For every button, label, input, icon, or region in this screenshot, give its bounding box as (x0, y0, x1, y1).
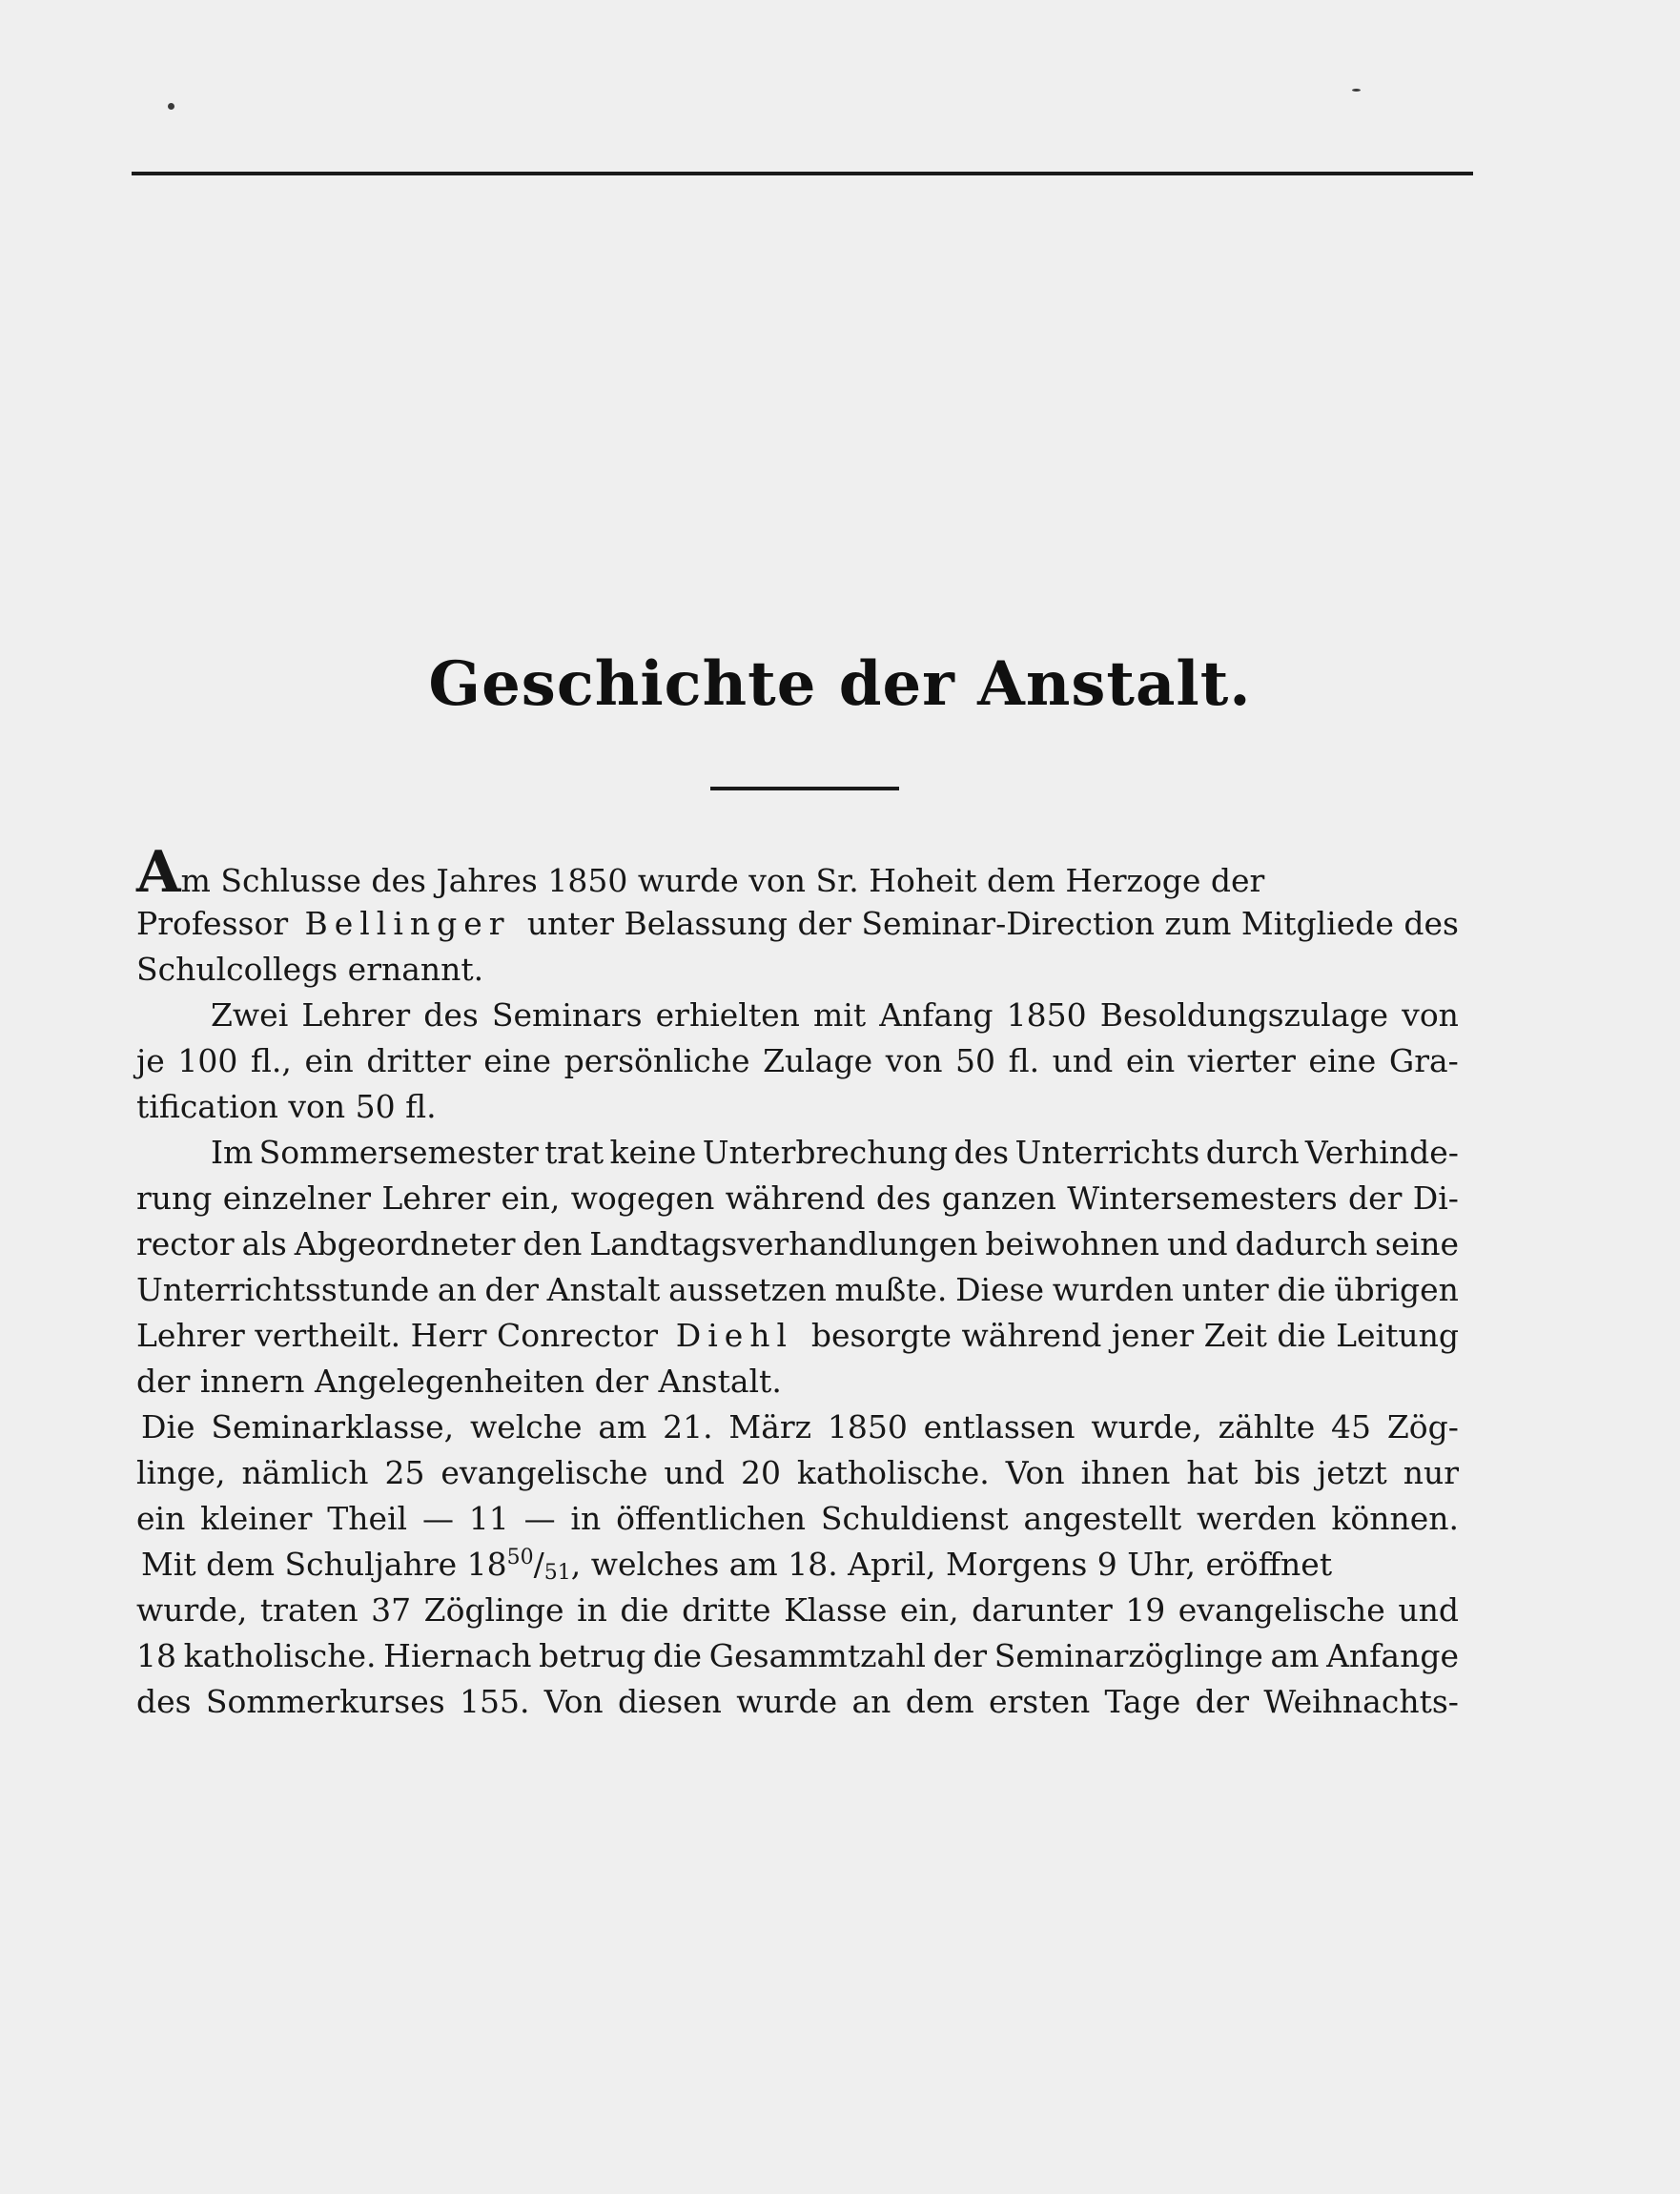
word: angestellt (1023, 1500, 1182, 1537)
word: nur (1403, 1454, 1459, 1491)
text-line (136, 996, 1459, 1042)
word: Klasse (784, 1591, 888, 1629)
word: des (136, 1683, 192, 1720)
word: entlassen (923, 1408, 1076, 1446)
word: Von (543, 1683, 604, 1720)
word: Zulage (763, 1042, 873, 1079)
word: Seminars (491, 996, 643, 1034)
word: 18 (136, 1637, 176, 1674)
word: jetzt (1317, 1454, 1387, 1491)
word: 19 (1125, 1591, 1166, 1629)
word: dritte (682, 1591, 771, 1629)
word: darunter (972, 1591, 1113, 1629)
text-line (136, 1317, 1459, 1363)
word: des (953, 1134, 1010, 1171)
text-run: unter Belassung der Seminar-Direction zum Mitgliede des (526, 905, 1459, 942)
text-line (136, 1591, 1459, 1637)
word: Theil (327, 1500, 408, 1537)
word: Hiernach (383, 1637, 532, 1674)
word: hat (1186, 1454, 1239, 1491)
word: Seminarzöglinge (994, 1637, 1263, 1674)
text-line (136, 1042, 1459, 1088)
word: an (851, 1683, 891, 1720)
word: Besoldungszulage (1099, 996, 1389, 1034)
word: Anstalt (546, 1271, 661, 1308)
person-name: Bellinger (304, 905, 511, 942)
word: Diese (955, 1271, 1045, 1308)
text-line (136, 1637, 1459, 1683)
word: des (875, 1179, 932, 1217)
word: vierter (1187, 1042, 1296, 1079)
subscript: 51 (543, 1561, 571, 1585)
word: Unterrichtsstunde (136, 1271, 430, 1308)
word: öffentlichen (616, 1500, 807, 1537)
word: der (1195, 1683, 1250, 1720)
word: 50 (955, 1042, 996, 1079)
word: Schuldienst (820, 1500, 1009, 1537)
word: Weihnachts- (1263, 1683, 1459, 1720)
word: der (932, 1637, 988, 1674)
word: am (1270, 1637, 1320, 1674)
text-line (136, 951, 1459, 996)
word: ein, (899, 1591, 959, 1629)
word: eine (483, 1042, 552, 1079)
word: und (1166, 1225, 1228, 1262)
word: zählte (1218, 1408, 1316, 1446)
word: katholische. (796, 1454, 990, 1491)
text-line (136, 1179, 1459, 1225)
word: Gra- (1388, 1042, 1459, 1079)
word: seine (1375, 1225, 1459, 1262)
word: mit (812, 996, 867, 1034)
word: wurde, (136, 1591, 248, 1629)
text-line (136, 839, 1459, 906)
superscript: 50 (506, 1546, 534, 1569)
word: persönliche (563, 1042, 750, 1079)
word: und (1052, 1042, 1114, 1079)
word: wurde (736, 1683, 838, 1720)
word: 1850 (1006, 996, 1087, 1034)
word: mußte. (834, 1271, 948, 1308)
word: 45 (1331, 1408, 1372, 1446)
word: bis (1254, 1454, 1301, 1491)
word: trat (544, 1134, 604, 1171)
word: Unterrichts (1014, 1134, 1200, 1171)
text-run: besorgte während jener Zeit die Leitung (810, 1317, 1459, 1354)
word: Anfange (1326, 1637, 1459, 1674)
text-line (136, 1225, 1459, 1271)
text-run: Professor (136, 905, 289, 942)
word: linge, (136, 1454, 226, 1491)
text-line (136, 1408, 1459, 1454)
word: wurden (1052, 1271, 1174, 1308)
word: und (1398, 1591, 1459, 1629)
word: Gesammtzahl (708, 1637, 926, 1674)
text-line (136, 1546, 1459, 1591)
word: Lehrer (301, 996, 411, 1034)
text-line (136, 1134, 1459, 1179)
word: 155. (459, 1683, 530, 1720)
header-rule (132, 172, 1473, 175)
word: des (423, 996, 479, 1034)
word: rung (136, 1179, 213, 1217)
word: beiwohnen (985, 1225, 1160, 1262)
word: 1850 (827, 1408, 908, 1446)
word: ihnen (1080, 1454, 1171, 1491)
text-run (136, 839, 1265, 906)
word: erhielten (655, 996, 800, 1034)
word: Zöglinge (423, 1591, 564, 1629)
word: kleiner (200, 1500, 313, 1537)
text-line (136, 1088, 1459, 1134)
word: in (577, 1591, 607, 1629)
word: März (728, 1408, 812, 1446)
word: betrug (539, 1637, 646, 1674)
word: ersten (988, 1683, 1091, 1720)
word: den (522, 1225, 583, 1262)
scan-speck (168, 103, 174, 110)
word: evangelische (1178, 1591, 1385, 1629)
word: ganzen (941, 1179, 1056, 1217)
text-line (136, 1500, 1459, 1546)
word: Zög- (1386, 1408, 1459, 1446)
word: 37 (371, 1591, 412, 1629)
word: — (421, 1500, 454, 1537)
word: in (570, 1500, 602, 1537)
word: fl. (1008, 1042, 1040, 1079)
person-name: Diehl (675, 1317, 794, 1354)
word: Landtagsverhandlungen (589, 1225, 978, 1262)
word: Im (211, 1134, 254, 1171)
word: keine (609, 1134, 697, 1171)
body-text (136, 839, 1459, 1729)
word: traten (259, 1591, 359, 1629)
word: Unterbrechung (702, 1134, 949, 1171)
word: die (1277, 1271, 1326, 1308)
word: ein, (501, 1179, 561, 1217)
word: Anfang (879, 996, 994, 1034)
word: Von (1005, 1454, 1065, 1491)
text-line (136, 905, 1459, 951)
fraction-slash: / (533, 1546, 544, 1583)
word: einzelner (222, 1179, 372, 1217)
word: an (437, 1271, 477, 1308)
text-run: m Schlusse des Jahres 1850 wurde von Sr. Hoheit dem Herzoge der (180, 862, 1265, 899)
word: Wintersemesters (1067, 1179, 1338, 1217)
text-run: der innern Angelegenheiten der Anstalt. (136, 1363, 782, 1400)
word: katholische. (183, 1637, 377, 1674)
word: am (598, 1408, 647, 1446)
word: ein (1125, 1042, 1176, 1079)
text-run: tification von 50 fl. (136, 1088, 437, 1125)
word: werden (1197, 1500, 1317, 1537)
word: eine (1308, 1042, 1377, 1079)
word: als (241, 1225, 287, 1262)
word: dadurch (1235, 1225, 1368, 1262)
text-line (136, 1454, 1459, 1500)
word: 21. (663, 1408, 713, 1446)
word: Lehrer (381, 1179, 491, 1217)
word: die (620, 1591, 669, 1629)
text-run (141, 1546, 1332, 1585)
word: Di- (1412, 1179, 1459, 1217)
word: die (652, 1637, 703, 1674)
word: wurde, (1091, 1408, 1202, 1446)
word: Sommersemester (258, 1134, 539, 1171)
word: können. (1331, 1500, 1459, 1537)
word: der (1348, 1179, 1403, 1217)
word: von (1402, 996, 1459, 1034)
text-run: Lehrer vertheilt. Herr Conrector (136, 1317, 659, 1354)
word: Sommerkurses (205, 1683, 445, 1720)
word: aussetzen (668, 1271, 827, 1308)
word: diesen (618, 1683, 722, 1720)
word: von (885, 1042, 943, 1079)
word: während (725, 1179, 866, 1217)
word: ein (304, 1042, 354, 1079)
page-title: Geschichte der Anstalt. (428, 648, 1252, 720)
word: und (664, 1454, 726, 1491)
scan-speck (1352, 89, 1361, 92)
word: Seminarklasse, (211, 1408, 455, 1446)
text-run: Schulcollegs ernannt. (136, 951, 484, 988)
initial-letter: A (136, 839, 181, 906)
title-rule (710, 787, 899, 790)
word: rector (136, 1225, 235, 1262)
word: durch (1205, 1134, 1300, 1171)
text-line (136, 1363, 1459, 1408)
word: nämlich (241, 1454, 369, 1491)
word: Verhinde- (1304, 1134, 1459, 1171)
word: 11 (468, 1500, 509, 1537)
word: Zwei (211, 996, 289, 1034)
word: 20 (740, 1454, 781, 1491)
word: Die (141, 1408, 195, 1446)
text-line (136, 1683, 1459, 1729)
word: — (523, 1500, 556, 1537)
word: evangelische (440, 1454, 648, 1491)
text-line (136, 1271, 1459, 1317)
word: dritter (366, 1042, 471, 1079)
word: wogegen (570, 1179, 715, 1217)
word: ein (136, 1500, 186, 1537)
word: welche (469, 1408, 583, 1446)
word: unter (1181, 1271, 1269, 1308)
word: Abgeordneter (294, 1225, 516, 1262)
word: übrigen (1334, 1271, 1459, 1308)
word: dem (905, 1683, 974, 1720)
word: fl., (250, 1042, 292, 1079)
word: der (484, 1271, 539, 1308)
word: je (136, 1042, 165, 1079)
text-run: , welches am 18. April, Morgens 9 Uhr, eröffnet (570, 1546, 1333, 1583)
text-run: Mit dem Schuljahre 18 (141, 1546, 507, 1583)
word: 25 (384, 1454, 425, 1491)
word: Tage (1104, 1683, 1181, 1720)
word: 100 (177, 1042, 238, 1079)
